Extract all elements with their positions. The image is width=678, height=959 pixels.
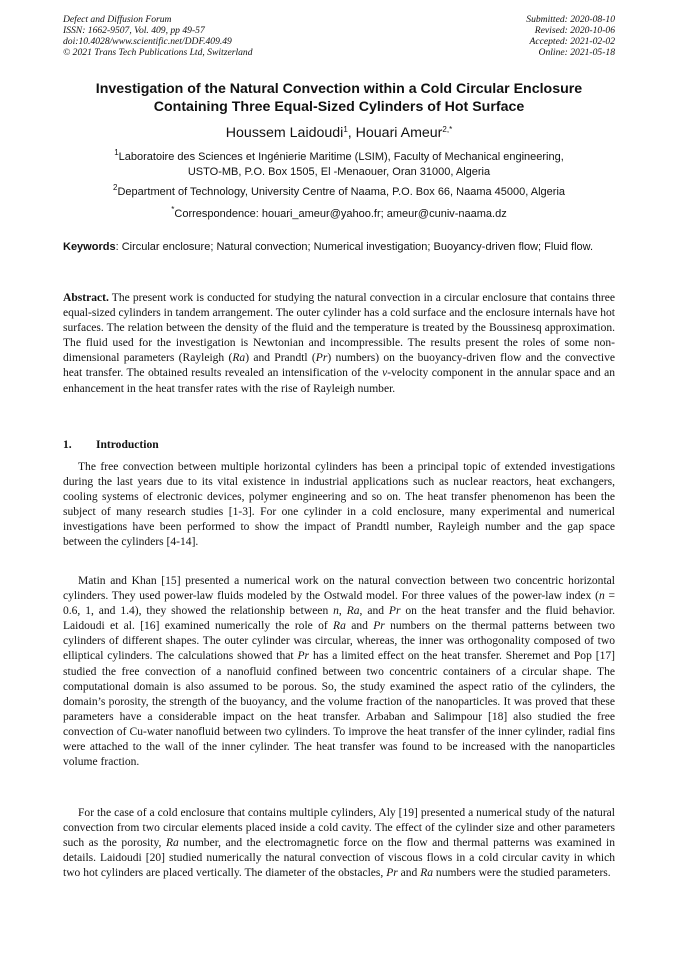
keywords-text: : Circular enclosure; Natural convection; Numerical investigation; Buoyancy-driven flow; Fluid flow.: [115, 241, 594, 253]
paragraph-text: , and: [359, 605, 389, 618]
italic-n: n: [598, 590, 605, 603]
italic-ra: Ra: [333, 620, 346, 633]
paragraph-text: numbers on the thermal patterns between two cylinders of different shapes. The outer cylinder was circular, whereas, the inner was orthogonality composed of two elliptical cylinders. The calculations showed that: [63, 620, 615, 663]
journal-name: Defect and Diffusion Forum: [63, 14, 172, 25]
author-separator: ,: [347, 125, 356, 141]
paragraph-text: = 0.6, 1, and 1.4), they showed the relationship between: [63, 590, 615, 618]
keywords-label: Keywords: [63, 241, 116, 253]
paragraph-text: number, and the electromagnetic force on the flow and thermal patterns was examined in details. Laidoudi [20] studied numerically the natural convection of viscous flows in a cold circular cavity in which two hot cylinders are placed vertically. The diameter of the obstacles,: [63, 837, 615, 880]
paragraph-text: and: [345, 620, 374, 633]
italic-pr: Pr: [373, 620, 385, 633]
paragraph-text: ,: [338, 605, 347, 618]
title-line-1: Investigation of the Natural Convection within a Cold Circular Enclosure: [95, 81, 583, 97]
abstract-ra: Ra: [232, 352, 246, 365]
abstract-v: v: [382, 367, 388, 380]
online-date: Online: 2021-05-18: [538, 47, 615, 58]
abstract-text: ) numbers) on the buoyancy-driven flow and the convective heat transfer. The obtained results revealed an intensification of the: [63, 352, 615, 380]
submitted-date: Submitted: 2020-08-10: [526, 14, 615, 25]
title-line-2: Containing Three Equal-Sized Cylinders of Hot Surface: [153, 98, 525, 115]
abstract-text: ) and Prandtl (: [245, 352, 316, 365]
author-1: Houssem Laidoudi: [225, 125, 344, 141]
journal-info: [63, 14, 253, 58]
italic-ra: Ra: [346, 605, 360, 618]
keywords: [63, 240, 615, 255]
abstract-pr: Pr: [315, 352, 328, 365]
paragraph-text: and: [397, 867, 421, 880]
affiliation-2-marker: 2: [112, 183, 118, 192]
italic-ra: Ra: [420, 867, 434, 880]
abstract-text: The present work is conducted for studying the natural convection in a circular enclosure that contains three equal-sized cylinders in tandem arrangement. The outer cylinder has a cold surface and the enclosure internals have hot surfaces. The relation between the density of the fluid and the temperature is treated by the Boussinesq approximation. The fluid used for the investigation is Newtonian and incompressible. The results present the roles of some non-dimensional parameters (Rayleigh (: [63, 292, 615, 365]
paragraph-text: For the case of a cold enclosure that contains multiple cylinders, Aly [19] presented a numerical study of the natural convection from two circular elements placed inside a cold cavity. The effect of the cylinder size and other parameters such as the porosity,: [63, 807, 615, 850]
copyright: © 2021 Trans Tech Publications Ltd, Switzerland: [63, 47, 253, 58]
affiliation-1-line-2: USTO-MB, P.O. Box 1505, El -Menaouer, Oran 31000, Algeria: [187, 166, 491, 178]
section-number: 1.: [63, 439, 72, 451]
affiliation-2-text: Department of Technology, University Centre of Naama, P.O. Box 66, Naama 45000, Algeria: [117, 186, 566, 198]
intro-paragraph-2: [63, 574, 615, 770]
paragraph-text: has a limited effect on the heat transfer. Sheremet and Pop [17] studied the free convection of a nanofluid confined between two concentric containers of a circular shape. The computational domain is also assumed to be porous. So, the study examined the aspect ratio of the cylinders, the domain’s porosity, the strength of the buoyancy, and the volume fraction of the nanoparticles. It was proved that these parameters have a considerable impact on the heat transfer. Arbaban and Salimpour [18] also studied the free convection of Cu-water nanofluid between two cylinders. To improve the heat transfer of the inner cylinder, radial fins were attached to the wall of the inner cylinder. The heat transfer was found to be increased with the nanoparticles volume fraction.: [63, 650, 615, 769]
section-heading: [63, 439, 159, 451]
paragraph-text: Matin and Khan [15] presented a numerical work on the natural convection between two concentric horizontal cylinders. They used power-law fluids modeled by the Ostwald model. For three values of the power-law index (: [63, 575, 615, 603]
accepted-date: Accepted: 2021-02-02: [529, 36, 615, 47]
italic-ra: Ra: [165, 837, 179, 850]
intro-paragraph-3: [63, 806, 615, 881]
paper-title: [40, 81, 638, 116]
publication-dates: [526, 14, 615, 58]
author-list: [40, 124, 638, 142]
paragraph-text: on the heat transfer and the fluid behavior. Laidoudi et al. [16] examined numerically the role of: [63, 605, 615, 633]
author-2-affil: 2,*: [442, 125, 453, 134]
affiliation-1-marker: 1: [114, 148, 119, 157]
abstract-label: Abstract.: [63, 292, 109, 304]
correspondence: [40, 207, 638, 222]
correspondence-text: Correspondence: houari_ameur@yahoo.fr; ameur@cuniv-naama.dz: [174, 208, 507, 220]
revised-date: Revised: 2020-10-06: [534, 25, 615, 36]
italic-n: n: [333, 605, 339, 618]
italic-pr: Pr: [386, 867, 398, 880]
doi: doi:10.4028/www.scientific.net/DDF.409.49: [63, 36, 232, 47]
author-1-affil: 1: [343, 125, 348, 134]
abstract-text: -velocity component in the annular space and an enhancement in the heat transfer rates with the rise of Rayleigh number.: [63, 367, 615, 395]
affiliation-1-line-1: Laboratoire des Sciences et Ingénierie Maritime (LSIM), Faculty of Mechanical engineering,: [118, 151, 564, 163]
abstract: [63, 291, 615, 397]
italic-pr: Pr: [388, 605, 401, 618]
paragraph-text: numbers were the studied parameters.: [433, 867, 611, 880]
correspondence-marker: *: [171, 205, 175, 214]
affiliation-2: [40, 185, 638, 200]
section-title: Introduction: [96, 439, 159, 451]
author-2: Houari Ameur: [355, 125, 443, 141]
italic-pr: Pr: [297, 650, 310, 663]
intro-paragraph-1: The free convection between multiple horizontal cylinders has been a principal topic of extended investigations during the last years due to its vital existence in industrial applications such as nuclear reactors, heat exchangers, cooling systems of electronic devices, polymer engineering and so on. The heat transfer phenomenon has been the subject of many research studies [1-3]. For one cylinder in a cold enclosure, many experimental and numerical investigations have been performed to show the impact of Prandtl number, Rayleigh number and the gap space between the cylinders [4-14].: [63, 461, 615, 549]
affiliation-1: [40, 150, 638, 180]
issn: ISSN: 1662-9507, Vol. 409, pp 49-57: [63, 25, 205, 36]
